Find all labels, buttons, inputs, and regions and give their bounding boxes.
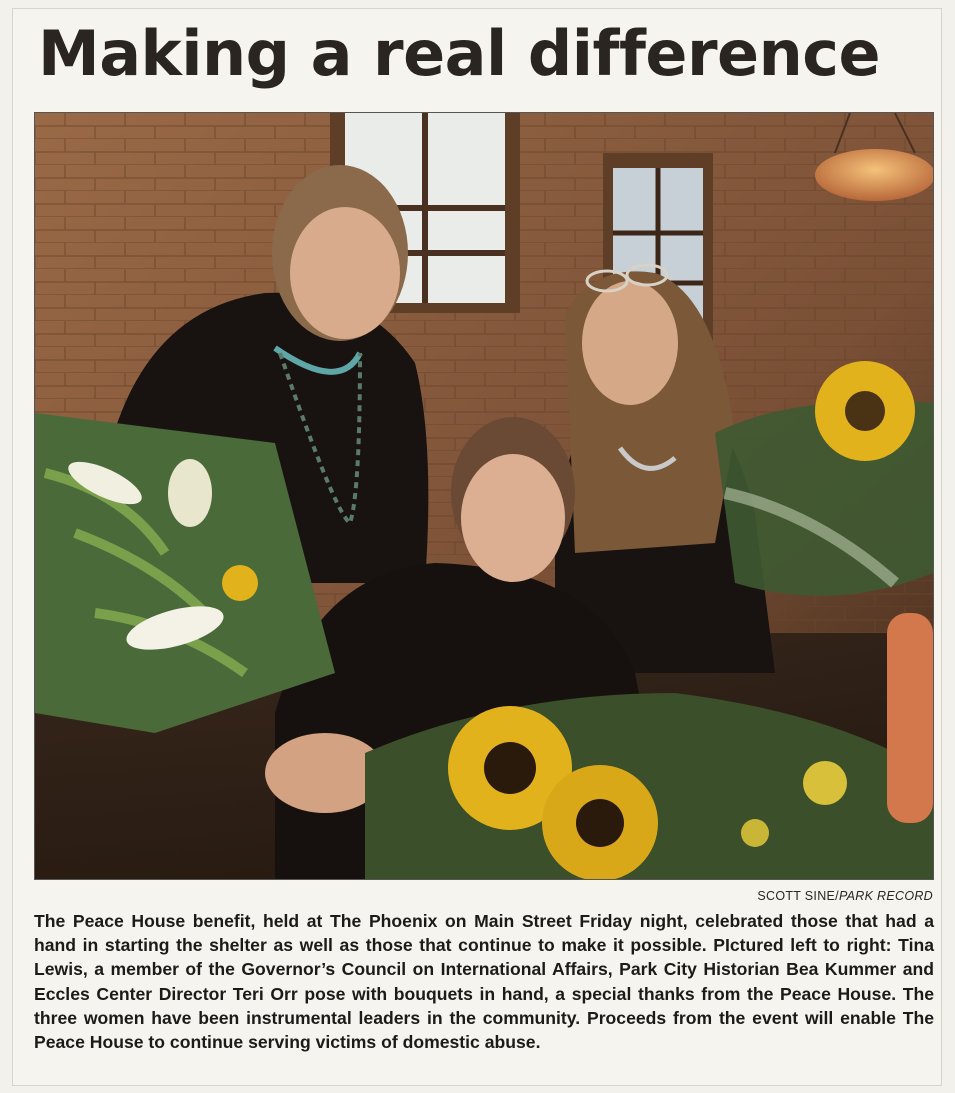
news-photo	[34, 112, 934, 880]
background-person	[887, 613, 933, 823]
photo-credit	[757, 889, 933, 903]
photo-credit-name: SCOTT SINE/	[757, 889, 839, 903]
headline: Making a real difference	[38, 17, 881, 90]
photo-credit-publication: PARK RECORD	[838, 889, 933, 903]
photo-caption: The Peace House benefit, held at The Phoenix on Main Street Friday night, celebrated those that had a hand in starting the shelter as well as those that continue to make it possible. PIctured left to right: Tina Lewis, a member of the Governor’s Council on International Affairs, Park City Historian Bea Kummer and Eccles Center Director Teri Orr pose with bouquets in hand, a special thanks from the Peace House. The three women have been instrumental leaders in the community. Proceeds from the event will enable The Peace House to continue serving victims of domestic abuse.	[34, 911, 934, 1053]
photo-illustration	[35, 113, 933, 879]
